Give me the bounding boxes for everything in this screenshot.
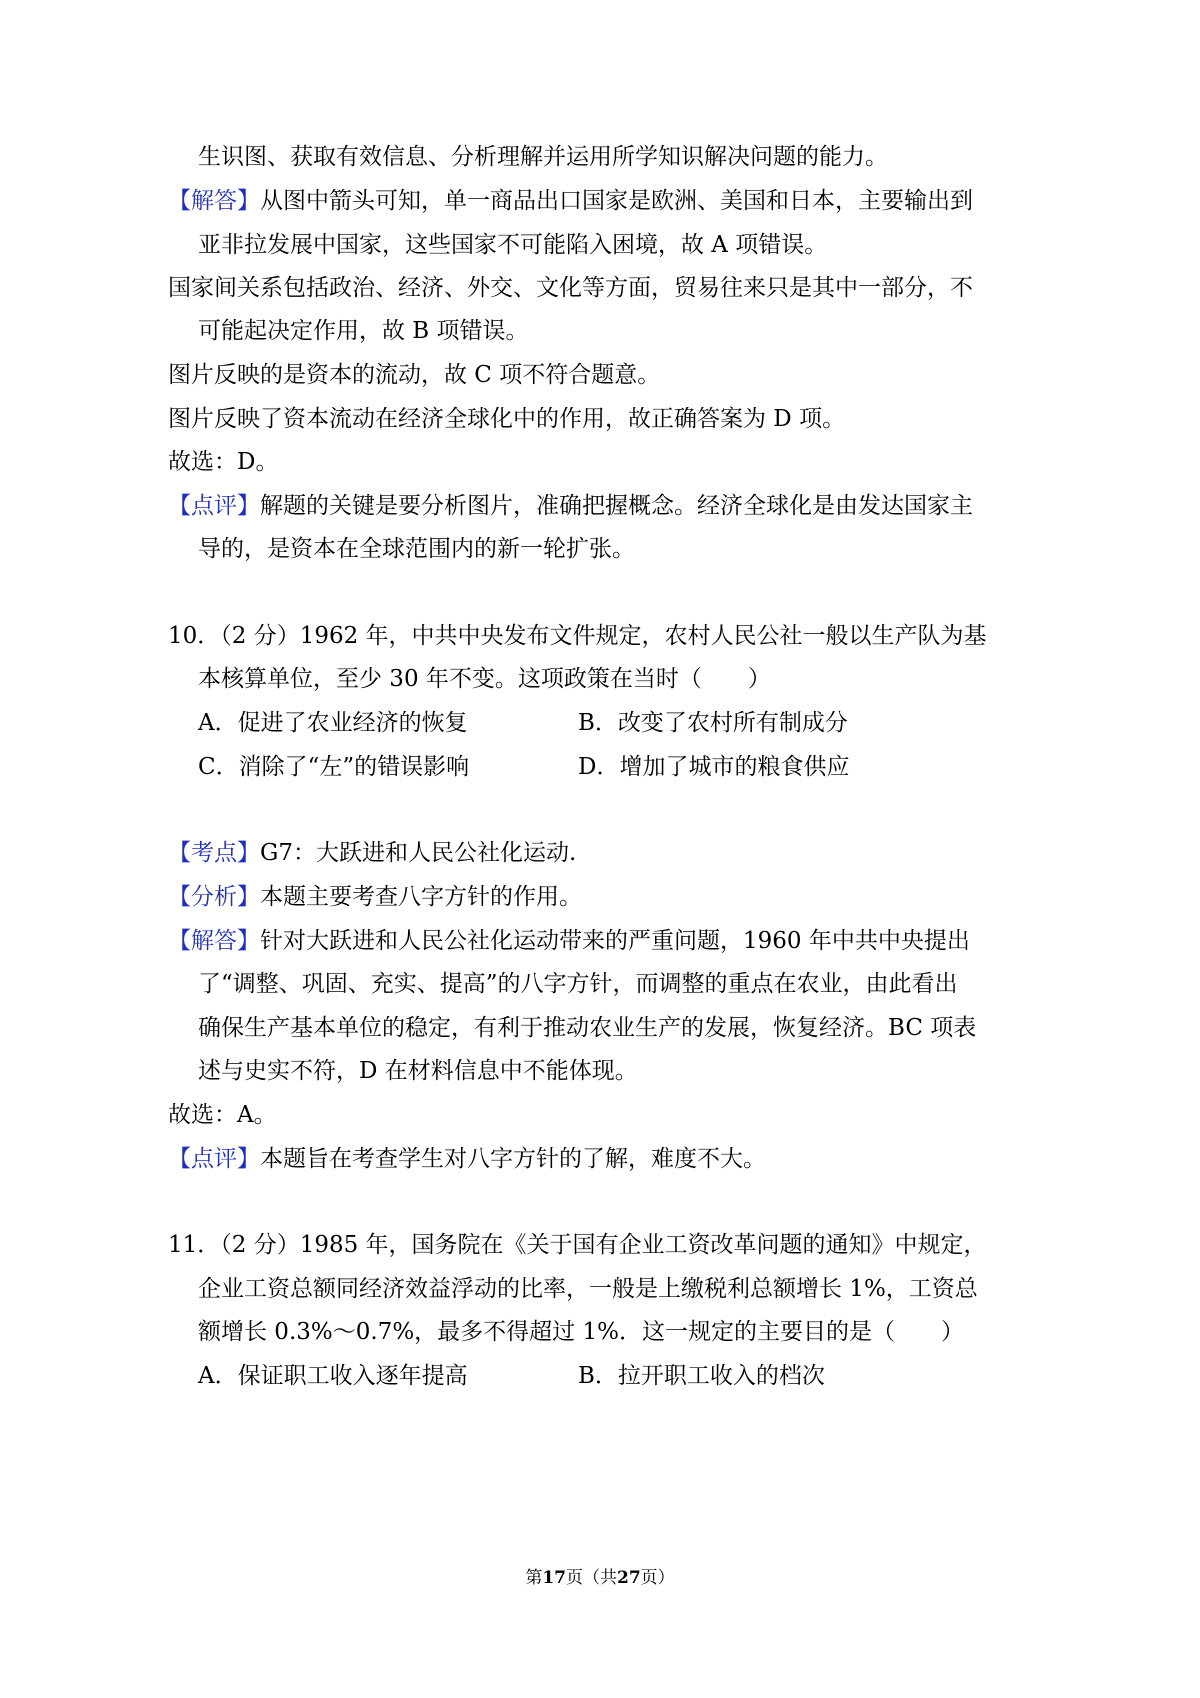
point-text: G7：大跃进和人民公社化运动.	[260, 840, 577, 866]
q9-answer-line-1	[168, 185, 973, 217]
q9-answer-line-6: 图片反映了资本流动在经济全球化中的作用，故正确答案为 D 项。	[168, 406, 846, 432]
q11-option-a: A．保证职工收入逐年提高	[198, 1363, 468, 1389]
q9-comment-line-1	[168, 490, 973, 522]
q10-answer-line-1	[168, 925, 970, 957]
footer-middle: 页（共	[566, 1568, 617, 1588]
footer-total-pages: 27	[617, 1568, 641, 1588]
q10-answer-line-4: 述与史实不符，D 在材料信息中不能体现。	[198, 1058, 638, 1084]
page-footer	[0, 1566, 1200, 1590]
answer-tag: 【解答】	[168, 188, 260, 214]
comment-text: 解题的关键是要分析图片，准确把握概念。经济全球化是由发达国家主	[260, 493, 973, 519]
q10-choice: 故选：A。	[168, 1102, 277, 1128]
comment-text: 本题旨在考查学生对八字方针的了解，难度不大。	[260, 1146, 766, 1172]
answer-tag: 【解答】	[168, 928, 260, 954]
q11-stem-line-1: 11．（2 分）1985 年，国务院在《关于国有企业工资改革问题的通知》中规定，	[168, 1232, 987, 1258]
q11-stem-line-3: 额增长 0.3%～0.7%，最多不得超过 1%．这一规定的主要目的是（ ）	[198, 1319, 964, 1345]
q10-option-a: A．促进了农业经济的恢复	[198, 710, 468, 736]
q9-analysis-tail: 生识图、获取有效信息、分析理解并运用所学知识解决问题的能力。	[198, 144, 888, 170]
footer-page-number: 17	[542, 1568, 566, 1588]
q10-answer-line-3: 确保生产基本单位的稳定，有利于推动农业生产的发展，恢复经济。BC 项表	[198, 1015, 977, 1041]
q10-analysis	[168, 881, 582, 913]
q10-stem-line-2: 本核算单位，至少 30 年不变。这项政策在当时（ ）	[198, 666, 771, 692]
q10-point	[168, 837, 576, 869]
point-tag: 【考点】	[168, 840, 260, 866]
q10-comment	[168, 1143, 766, 1175]
answer-text: 针对大跃进和人民公社化运动带来的严重问题，1960 年中共中央提出	[260, 928, 970, 954]
q10-answer-line-2: 了“调整、巩固、充实、提高”的八字方针，而调整的重点在农业，由此看出	[198, 971, 958, 997]
analysis-text: 本题主要考查八字方针的作用。	[260, 884, 582, 910]
footer-suffix: 页）	[640, 1568, 675, 1588]
q9-answer-line-4: 可能起决定作用，故 B 项错误。	[198, 318, 529, 344]
comment-tag: 【点评】	[168, 493, 260, 519]
answer-text: 从图中箭头可知，单一商品出口国家是欧洲、美国和日本，主要输出到	[260, 188, 973, 214]
q9-answer-line-2: 亚非拉发展中国家，这些国家不可能陷入困境，故 A 项错误。	[198, 232, 828, 258]
q11-stem-line-2: 企业工资总额同经济效益浮动的比率，一般是上缴税利总额增长 1%，工资总	[198, 1276, 978, 1302]
q9-choice: 故选：D。	[168, 449, 279, 475]
analysis-tag: 【分析】	[168, 884, 260, 910]
footer-prefix: 第	[525, 1568, 543, 1588]
q10-option-c: C．消除了“左”的错误影响	[198, 754, 470, 780]
q10-option-d: D．增加了城市的粮食供应	[578, 754, 850, 780]
q9-answer-line-3: 国家间关系包括政治、经济、外交、文化等方面，贸易往来只是其中一部分，不	[168, 275, 973, 301]
q10-option-b: B．改变了农村所有制成分	[578, 710, 848, 736]
q10-stem-line-1: 10．（2 分）1962 年，中共中央发布文件规定，农村人民公社一般以生产队为基	[168, 623, 987, 649]
q9-comment-line-2: 导的，是资本在全球范围内的新一轮扩张。	[198, 536, 635, 562]
q11-option-b: B．拉开职工收入的档次	[578, 1363, 825, 1389]
comment-tag: 【点评】	[168, 1146, 260, 1172]
q9-answer-line-5: 图片反映的是资本的流动，故 C 项不符合题意。	[168, 362, 661, 388]
